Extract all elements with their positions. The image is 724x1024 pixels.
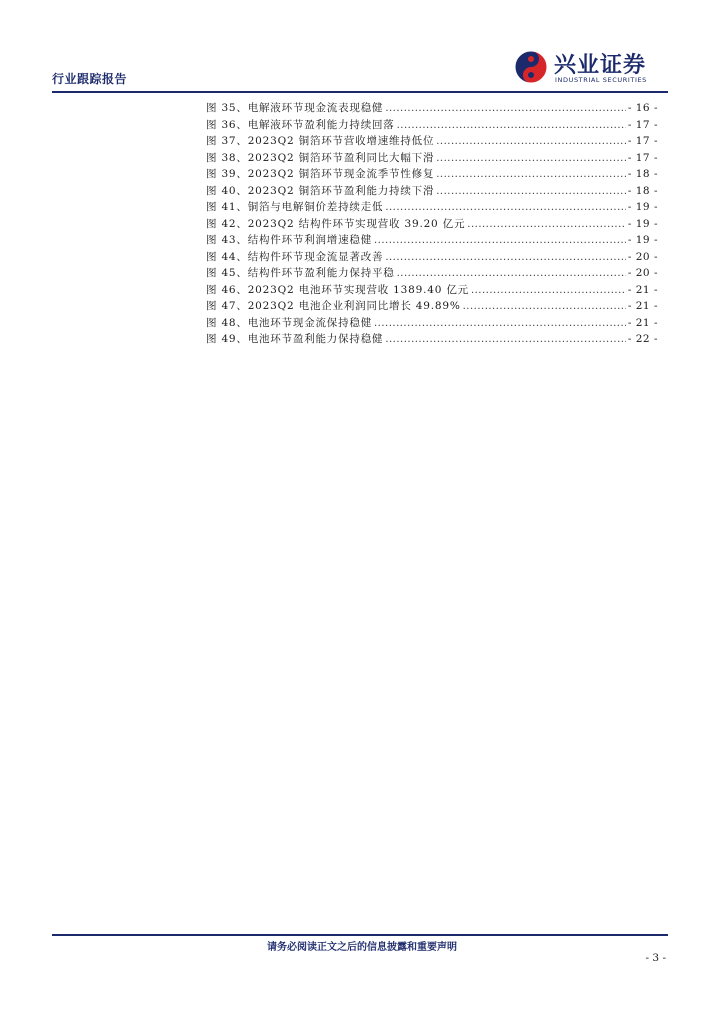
toc-entry[interactable] [206, 331, 658, 348]
toc-entry[interactable] [206, 183, 658, 200]
toc-entry-page: - 17 - [627, 151, 658, 164]
toc-entry[interactable] [206, 100, 658, 117]
toc-leader-dots [467, 217, 626, 234]
toc-entry-title: 图 48、电池环节现金流保持稳健 [206, 316, 372, 329]
toc-entry[interactable] [206, 298, 658, 315]
toc-entry-page: - 20 - [627, 250, 658, 263]
toc-entry[interactable] [206, 232, 658, 249]
toc-entry[interactable] [206, 315, 658, 332]
report-type-label: 行业跟踪报告 [52, 72, 128, 86]
toc-entry[interactable] [206, 166, 658, 183]
toc-leader-dots [385, 332, 626, 349]
toc-leader-dots [374, 316, 626, 333]
toc-leader-dots [385, 101, 626, 118]
toc-entry[interactable] [206, 249, 658, 266]
toc-entry-page: - 21 - [627, 283, 658, 296]
logo-english-name: INDUSTRIAL SECURITIES [555, 76, 647, 84]
company-logo [514, 48, 664, 88]
toc-leader-dots [385, 250, 626, 267]
footer-disclaimer: 请务必阅读正文之后的信息披露和重要声明 [267, 942, 457, 953]
toc-entry-page: - 19 - [627, 234, 658, 246]
toc-entry-title: 图 49、电池环节盈利能力保持稳健 [206, 333, 384, 345]
toc-entry-page: - 20 - [627, 267, 658, 279]
toc-entry-page: - 18 - [627, 184, 658, 197]
footer-divider [52, 934, 668, 936]
toc-leader-dots [397, 266, 626, 283]
toc-leader-dots [436, 134, 626, 151]
toc-entry-title: 图 44、结构件环节现金流显著改善 [206, 250, 384, 263]
toc-entry-page: - 22 - [627, 333, 658, 345]
header-divider [52, 91, 668, 93]
toc-entry[interactable] [206, 117, 658, 134]
toc-entry-title: 图 43、结构件环节利润增速稳健 [206, 234, 372, 246]
toc-entry[interactable] [206, 199, 658, 216]
toc-entry-title: 图 47、2023Q2 电池企业利润同比增长 49.89% [206, 300, 461, 312]
toc-leader-dots [397, 118, 626, 135]
toc-leader-dots [436, 151, 626, 168]
toc-entry-page: - 21 - [627, 300, 658, 312]
toc-entry-page: - 16 - [627, 102, 658, 114]
figure-table-of-contents [206, 100, 658, 348]
toc-entry-title: 图 46、2023Q2 电池环节实现营收 1389.40 亿元 [206, 283, 469, 296]
toc-entry-page: - 18 - [627, 168, 658, 180]
toc-entry-title: 图 41、铜箔与电解铜价差持续走低 [206, 201, 384, 213]
toc-leader-dots [385, 200, 626, 217]
toc-entry-title: 图 38、2023Q2 铜箔环节盈利同比大幅下滑 [206, 151, 435, 164]
toc-entry-title: 图 42、2023Q2 结构件环节实现营收 39.20 亿元 [206, 217, 466, 230]
toc-entry-page: - 17 - [627, 118, 658, 131]
toc-entry-title: 图 45、结构件环节盈利能力保持平稳 [206, 267, 395, 279]
toc-entry-title: 图 40、2023Q2 铜箔环节盈利能力持续下滑 [206, 184, 435, 197]
toc-leader-dots [436, 184, 626, 201]
toc-entry[interactable] [206, 216, 658, 233]
toc-entry-page: - 19 - [627, 217, 658, 230]
toc-entry-page: - 17 - [627, 135, 658, 147]
toc-leader-dots [471, 283, 626, 300]
toc-leader-dots [463, 299, 626, 316]
toc-leader-dots [374, 233, 626, 250]
toc-leader-dots [436, 167, 626, 184]
toc-entry-title: 图 37、2023Q2 铜箔环节营收增速维持低位 [206, 135, 435, 147]
toc-entry-page: - 21 - [627, 316, 658, 329]
logo-mark-icon [514, 50, 548, 84]
toc-entry[interactable] [206, 150, 658, 167]
toc-entry-page: - 19 - [627, 201, 658, 213]
toc-entry-title: 图 35、电解液环节现金流表现稳健 [206, 102, 384, 114]
toc-entry[interactable] [206, 133, 658, 150]
logo-chinese-name: 兴业证券 [554, 53, 647, 78]
toc-entry[interactable] [206, 265, 658, 282]
toc-entry[interactable] [206, 282, 658, 299]
page-number: - 3 - [645, 952, 666, 964]
toc-entry-title: 图 39、2023Q2 铜箔环节现金流季节性修复 [206, 168, 435, 180]
toc-entry-title: 图 36、电解液环节盈利能力持续回落 [206, 118, 395, 131]
